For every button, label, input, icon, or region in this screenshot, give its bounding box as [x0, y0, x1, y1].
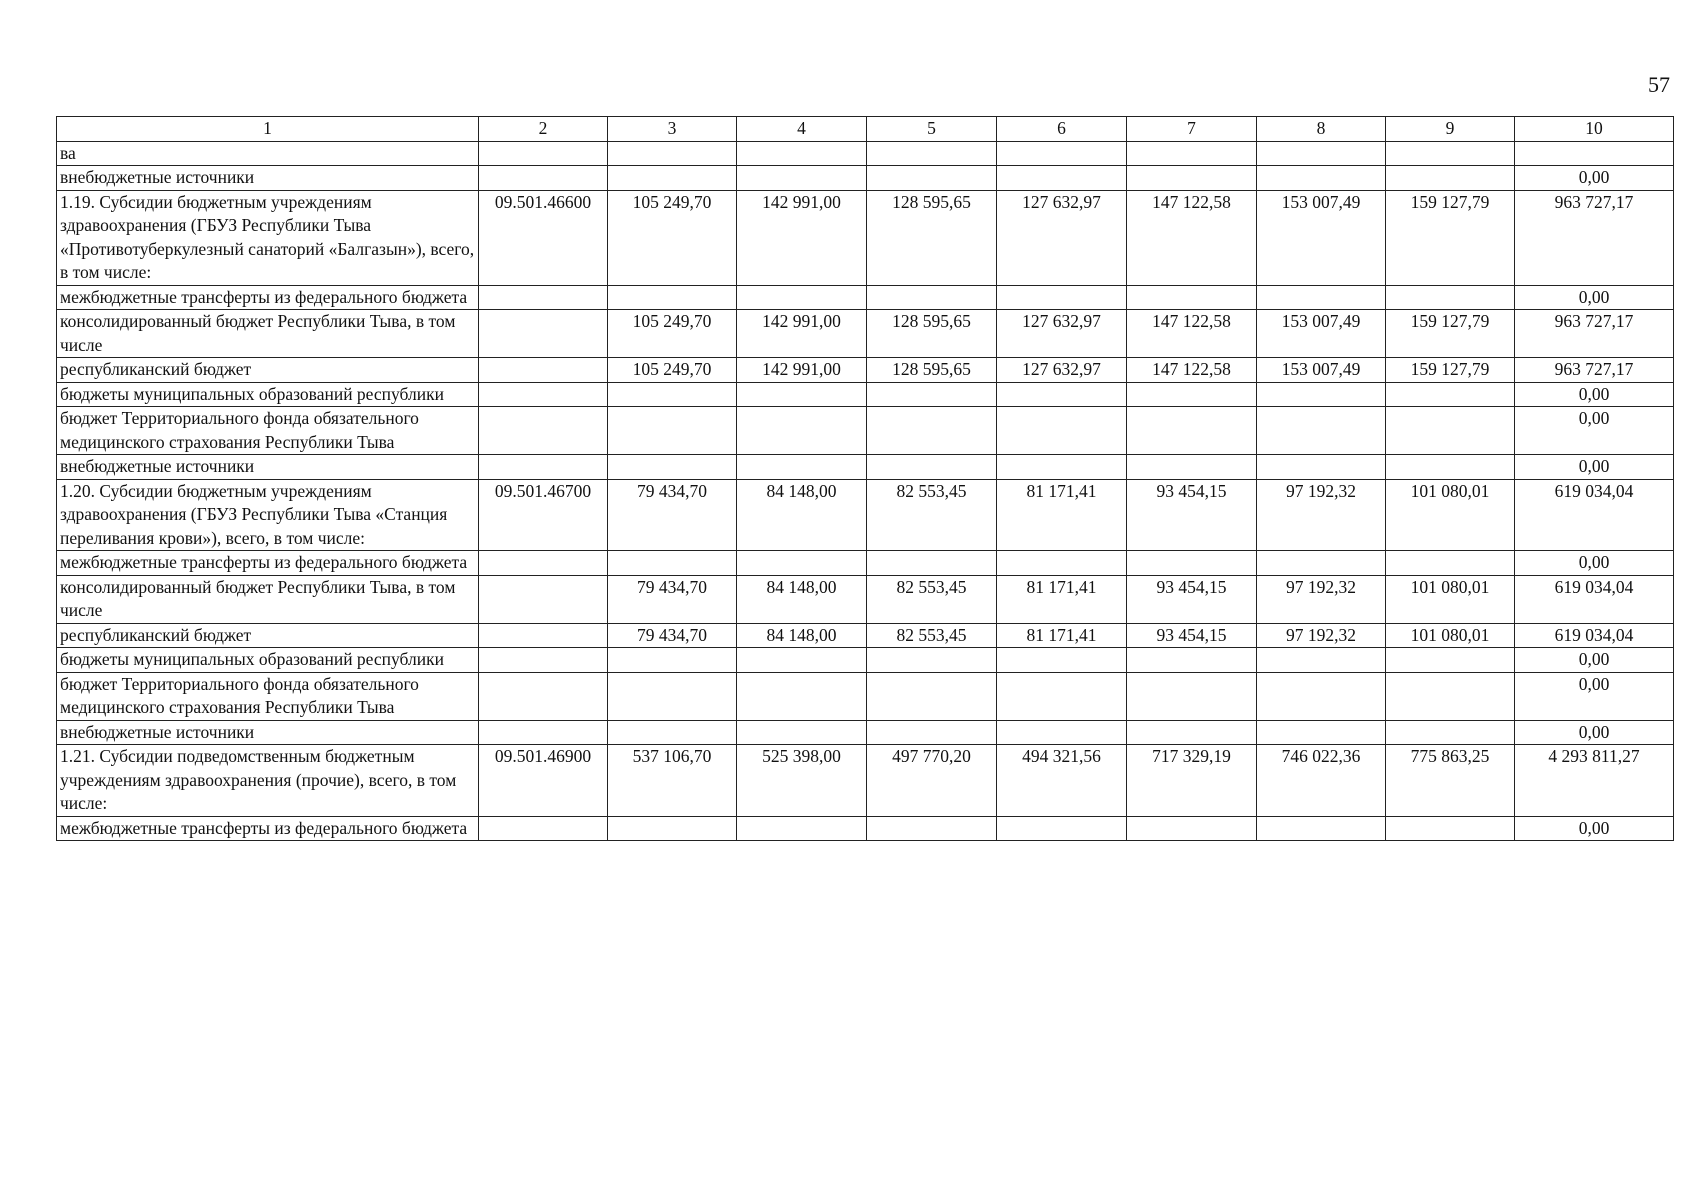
cell-col-4 — [737, 141, 867, 166]
table-row — [57, 745, 1674, 817]
row-description: внебюджетные источники — [57, 720, 479, 745]
row-code — [479, 141, 608, 166]
cell-col-4 — [737, 551, 867, 576]
cell-col-6 — [997, 816, 1127, 841]
cell-col-5 — [867, 455, 997, 480]
table-row — [57, 479, 1674, 551]
cell-col-7 — [1127, 672, 1257, 720]
cell-col-7: 147 122,58 — [1127, 358, 1257, 383]
table-row — [57, 720, 1674, 745]
cell-col-4 — [737, 672, 867, 720]
cell-col-6 — [997, 285, 1127, 310]
cell-col-7 — [1127, 382, 1257, 407]
cell-col-6: 81 171,41 — [997, 623, 1127, 648]
row-description: бюджет Территориального фонда обязательного медицинского страхования Республики Тыва — [57, 672, 479, 720]
cell-col-7 — [1127, 141, 1257, 166]
column-header-8: 8 — [1257, 117, 1386, 142]
row-description: консолидированный бюджет Республики Тыва, в том числе — [57, 575, 479, 623]
row-code — [479, 648, 608, 673]
cell-col-9 — [1386, 141, 1515, 166]
cell-col-8: 153 007,49 — [1257, 310, 1386, 358]
cell-col-5 — [867, 672, 997, 720]
cell-col-4 — [737, 166, 867, 191]
cell-col-6: 81 171,41 — [997, 575, 1127, 623]
cell-col-9: 159 127,79 — [1386, 190, 1515, 285]
cell-col-3 — [608, 407, 737, 455]
cell-col-9 — [1386, 285, 1515, 310]
table-row — [57, 358, 1674, 383]
row-code — [479, 358, 608, 383]
row-description: внебюджетные источники — [57, 455, 479, 480]
cell-col-3 — [608, 720, 737, 745]
cell-col-3 — [608, 141, 737, 166]
row-code: 09.501.46600 — [479, 190, 608, 285]
row-code — [479, 407, 608, 455]
table-row — [57, 382, 1674, 407]
cell-col-6 — [997, 382, 1127, 407]
cell-col-7 — [1127, 285, 1257, 310]
cell-col-7 — [1127, 455, 1257, 480]
table-row — [57, 407, 1674, 455]
row-code — [479, 455, 608, 480]
cell-col-4: 142 991,00 — [737, 310, 867, 358]
cell-col-8 — [1257, 382, 1386, 407]
cell-col-3 — [608, 672, 737, 720]
cell-col-8 — [1257, 720, 1386, 745]
cell-col-4: 142 991,00 — [737, 358, 867, 383]
cell-col-6 — [997, 166, 1127, 191]
cell-col-3: 79 434,70 — [608, 479, 737, 551]
row-description: 1.21. Субсидии подведомственным бюджетным учреждениям здравоохранения (прочие), всего, в том числе: — [57, 745, 479, 817]
table-row — [57, 672, 1674, 720]
cell-col-5 — [867, 285, 997, 310]
cell-col-7: 93 454,15 — [1127, 575, 1257, 623]
cell-col-8: 97 192,32 — [1257, 479, 1386, 551]
column-header-4: 4 — [737, 117, 867, 142]
cell-col-5 — [867, 382, 997, 407]
cell-col-3 — [608, 551, 737, 576]
cell-col-4: 525 398,00 — [737, 745, 867, 817]
cell-col-10: 0,00 — [1515, 455, 1674, 480]
cell-col-5: 128 595,65 — [867, 358, 997, 383]
cell-col-4 — [737, 455, 867, 480]
cell-col-3: 105 249,70 — [608, 358, 737, 383]
row-code — [479, 382, 608, 407]
cell-col-9: 775 863,25 — [1386, 745, 1515, 817]
cell-col-8 — [1257, 551, 1386, 576]
cell-col-3: 79 434,70 — [608, 623, 737, 648]
cell-col-9 — [1386, 382, 1515, 407]
cell-col-9: 159 127,79 — [1386, 310, 1515, 358]
cell-col-10 — [1515, 141, 1674, 166]
table-row — [57, 455, 1674, 480]
row-description: 1.19. Субсидии бюджетным учреждениям здравоохранения (ГБУЗ Республики Тыва «Противотуберкулезный санаторий «Балгазын»), всего, в том числе: — [57, 190, 479, 285]
cell-col-4 — [737, 285, 867, 310]
cell-col-8 — [1257, 648, 1386, 673]
cell-col-10: 0,00 — [1515, 672, 1674, 720]
table-row — [57, 166, 1674, 191]
cell-col-4 — [737, 720, 867, 745]
cell-col-4: 84 148,00 — [737, 623, 867, 648]
cell-col-6 — [997, 455, 1127, 480]
cell-col-6: 127 632,97 — [997, 310, 1127, 358]
cell-col-5: 82 553,45 — [867, 575, 997, 623]
cell-col-4 — [737, 816, 867, 841]
row-description: консолидированный бюджет Республики Тыва, в том числе — [57, 310, 479, 358]
cell-col-5 — [867, 816, 997, 841]
table-row — [57, 575, 1674, 623]
cell-col-10: 619 034,04 — [1515, 479, 1674, 551]
column-header-7: 7 — [1127, 117, 1257, 142]
cell-col-10: 4 293 811,27 — [1515, 745, 1674, 817]
cell-col-3: 537 106,70 — [608, 745, 737, 817]
cell-col-6 — [997, 648, 1127, 673]
cell-col-6: 127 632,97 — [997, 358, 1127, 383]
cell-col-4 — [737, 382, 867, 407]
row-description: бюджет Территориального фонда обязательного медицинского страхования Республики Тыва — [57, 407, 479, 455]
cell-col-10: 0,00 — [1515, 166, 1674, 191]
cell-col-5 — [867, 720, 997, 745]
cell-col-5: 497 770,20 — [867, 745, 997, 817]
cell-col-10: 0,00 — [1515, 648, 1674, 673]
page-number: 57 — [1648, 72, 1670, 97]
cell-col-10: 0,00 — [1515, 816, 1674, 841]
cell-col-9: 101 080,01 — [1386, 479, 1515, 551]
column-header-5: 5 — [867, 117, 997, 142]
cell-col-9: 101 080,01 — [1386, 575, 1515, 623]
cell-col-9 — [1386, 672, 1515, 720]
cell-col-7: 93 454,15 — [1127, 623, 1257, 648]
cell-col-5: 128 595,65 — [867, 190, 997, 285]
cell-col-4 — [737, 407, 867, 455]
cell-col-6 — [997, 672, 1127, 720]
column-header-3: 3 — [608, 117, 737, 142]
row-code — [479, 310, 608, 358]
row-code: 09.501.46700 — [479, 479, 608, 551]
cell-col-10: 0,00 — [1515, 551, 1674, 576]
cell-col-10: 0,00 — [1515, 382, 1674, 407]
cell-col-7 — [1127, 816, 1257, 841]
cell-col-7 — [1127, 648, 1257, 673]
cell-col-4: 84 148,00 — [737, 479, 867, 551]
cell-col-7: 147 122,58 — [1127, 310, 1257, 358]
cell-col-9: 101 080,01 — [1386, 623, 1515, 648]
cell-col-5 — [867, 551, 997, 576]
row-code — [479, 575, 608, 623]
cell-col-9 — [1386, 720, 1515, 745]
cell-col-8 — [1257, 407, 1386, 455]
cell-col-8: 746 022,36 — [1257, 745, 1386, 817]
row-description: бюджеты муниципальных образований республики — [57, 648, 479, 673]
cell-col-8: 97 192,32 — [1257, 623, 1386, 648]
cell-col-10: 619 034,04 — [1515, 575, 1674, 623]
table-row — [57, 285, 1674, 310]
row-code — [479, 166, 608, 191]
cell-col-10: 963 727,17 — [1515, 310, 1674, 358]
row-code: 09.501.46900 — [479, 745, 608, 817]
cell-col-8 — [1257, 285, 1386, 310]
cell-col-7: 93 454,15 — [1127, 479, 1257, 551]
cell-col-6 — [997, 407, 1127, 455]
cell-col-10: 619 034,04 — [1515, 623, 1674, 648]
cell-col-7 — [1127, 166, 1257, 191]
table-row — [57, 551, 1674, 576]
cell-col-6 — [997, 720, 1127, 745]
cell-col-3: 105 249,70 — [608, 190, 737, 285]
cell-col-5: 82 553,45 — [867, 479, 997, 551]
cell-col-6: 127 632,97 — [997, 190, 1127, 285]
row-code — [479, 623, 608, 648]
row-description: ва — [57, 141, 479, 166]
cell-col-9: 159 127,79 — [1386, 358, 1515, 383]
cell-col-3 — [608, 382, 737, 407]
cell-col-6: 494 321,56 — [997, 745, 1127, 817]
cell-col-5 — [867, 141, 997, 166]
cell-col-7 — [1127, 720, 1257, 745]
table-row — [57, 623, 1674, 648]
row-description: республиканский бюджет — [57, 358, 479, 383]
cell-col-10: 963 727,17 — [1515, 358, 1674, 383]
cell-col-8 — [1257, 672, 1386, 720]
column-header-9: 9 — [1386, 117, 1515, 142]
cell-col-7: 147 122,58 — [1127, 190, 1257, 285]
cell-col-10: 963 727,17 — [1515, 190, 1674, 285]
row-description: внебюджетные источники — [57, 166, 479, 191]
cell-col-7 — [1127, 407, 1257, 455]
cell-col-9 — [1386, 551, 1515, 576]
cell-col-9 — [1386, 407, 1515, 455]
cell-col-7 — [1127, 551, 1257, 576]
cell-col-9 — [1386, 166, 1515, 191]
cell-col-5 — [867, 166, 997, 191]
cell-col-8: 153 007,49 — [1257, 190, 1386, 285]
table-row — [57, 816, 1674, 841]
cell-col-8 — [1257, 816, 1386, 841]
cell-col-4 — [737, 648, 867, 673]
cell-col-3 — [608, 455, 737, 480]
row-description: республиканский бюджет — [57, 623, 479, 648]
table-body — [57, 117, 1674, 841]
cell-col-9 — [1386, 648, 1515, 673]
cell-col-9 — [1386, 816, 1515, 841]
cell-col-8: 153 007,49 — [1257, 358, 1386, 383]
row-code — [479, 816, 608, 841]
table-row — [57, 141, 1674, 166]
row-description: межбюджетные трансферты из федерального бюджета — [57, 816, 479, 841]
cell-col-5: 82 553,45 — [867, 623, 997, 648]
table-row — [57, 310, 1674, 358]
table-row — [57, 190, 1674, 285]
cell-col-6 — [997, 551, 1127, 576]
row-description: бюджеты муниципальных образований республики — [57, 382, 479, 407]
cell-col-5 — [867, 407, 997, 455]
cell-col-3: 105 249,70 — [608, 310, 737, 358]
column-header-10: 10 — [1515, 117, 1674, 142]
cell-col-5: 128 595,65 — [867, 310, 997, 358]
cell-col-10: 0,00 — [1515, 285, 1674, 310]
table-row — [57, 648, 1674, 673]
column-header-6: 6 — [997, 117, 1127, 142]
cell-col-8: 97 192,32 — [1257, 575, 1386, 623]
row-description: межбюджетные трансферты из федерального бюджета — [57, 285, 479, 310]
budget-table — [56, 116, 1674, 841]
header-row — [57, 117, 1674, 142]
cell-col-3 — [608, 285, 737, 310]
cell-col-5 — [867, 648, 997, 673]
cell-col-3: 79 434,70 — [608, 575, 737, 623]
row-code — [479, 551, 608, 576]
cell-col-7: 717 329,19 — [1127, 745, 1257, 817]
cell-col-8 — [1257, 141, 1386, 166]
cell-col-8 — [1257, 455, 1386, 480]
row-description: 1.20. Субсидии бюджетным учреждениям здравоохранения (ГБУЗ Республики Тыва «Станция переливания крови»), всего, в том числе: — [57, 479, 479, 551]
cell-col-3 — [608, 648, 737, 673]
cell-col-3 — [608, 166, 737, 191]
cell-col-3 — [608, 816, 737, 841]
row-description: межбюджетные трансферты из федерального бюджета — [57, 551, 479, 576]
cell-col-10: 0,00 — [1515, 407, 1674, 455]
cell-col-8 — [1257, 166, 1386, 191]
column-header-1: 1 — [57, 117, 479, 142]
cell-col-6: 81 171,41 — [997, 479, 1127, 551]
row-code — [479, 285, 608, 310]
cell-col-10: 0,00 — [1515, 720, 1674, 745]
cell-col-9 — [1386, 455, 1515, 480]
column-header-2: 2 — [479, 117, 608, 142]
row-code — [479, 720, 608, 745]
cell-col-4: 142 991,00 — [737, 190, 867, 285]
row-code — [479, 672, 608, 720]
cell-col-4: 84 148,00 — [737, 575, 867, 623]
cell-col-6 — [997, 141, 1127, 166]
